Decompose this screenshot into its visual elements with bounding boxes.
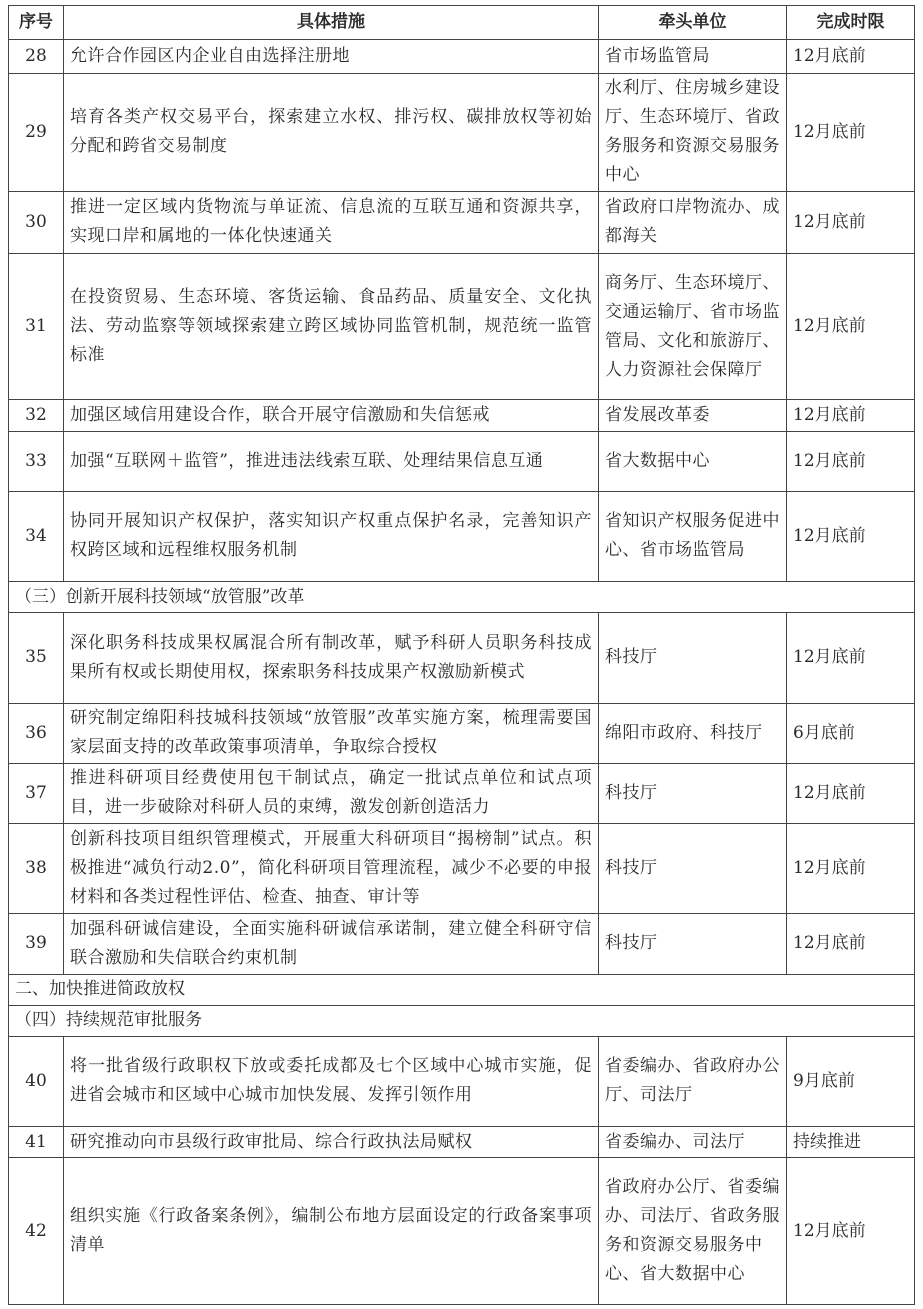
lead-unit: 省政府办公厅、省委编办、司法厅、省政务服务和资源交易服务中心、省大数据中心	[599, 1158, 787, 1305]
lead-unit: 省发展改革委	[599, 400, 787, 431]
measure-text: 协同开展知识产权保护，落实知识产权重点保护名录，完善知识产权跨区域和远程维权服务机制	[64, 491, 599, 581]
row-number: 29	[9, 74, 64, 191]
row-number: 31	[9, 253, 64, 400]
section-row	[9, 974, 915, 1005]
section-row	[9, 1005, 915, 1036]
table-row	[9, 491, 915, 581]
table-row	[9, 613, 915, 703]
lead-unit: 省政府口岸物流办、成都海关	[599, 191, 787, 253]
measure-text: 允许合作园区内企业自由选择注册地	[64, 40, 599, 74]
lead-unit: 科技厅	[599, 763, 787, 823]
deadline: 12月底前	[787, 253, 915, 400]
table-row	[9, 400, 915, 431]
measure-text: 培育各类产权交易平台，探索建立水权、排污权、碳排放权等初始分配和跨省交易制度	[64, 74, 599, 191]
row-number: 28	[9, 40, 64, 74]
measure-text: 加强“互联网＋监管”，推进违法线索互联、处理结果信息互通	[64, 431, 599, 491]
table-row	[9, 253, 915, 400]
lead-unit: 省委编办、省政府办公厅、司法厅	[599, 1036, 787, 1126]
section-heading: （四）持续规范审批服务	[9, 1005, 915, 1036]
deadline: 12月底前	[787, 824, 915, 914]
header-unit: 牵头单位	[599, 6, 787, 40]
table-row	[9, 1158, 915, 1305]
table-row	[9, 1127, 915, 1158]
measure-text: 创新科技项目组织管理模式，开展重大科研项目“揭榜制”试点。积极推进“减负行动2.0”，简化科研项目管理流程，减少不必要的申报材料和各类过程性评估、检查、抽查、审计等	[64, 824, 599, 914]
measures-table	[8, 5, 915, 1305]
measure-text: 深化职务科技成果权属混合所有制改革，赋予科研人员职务科技成果所有权或长期使用权，探索职务科技成果产权激励新模式	[64, 613, 599, 703]
lead-unit: 绵阳市政府、科技厅	[599, 703, 787, 763]
row-number: 41	[9, 1127, 64, 1158]
lead-unit: 省委编办、司法厅	[599, 1127, 787, 1158]
table-row	[9, 763, 915, 823]
measure-text: 加强区域信用建设合作，联合开展守信激励和失信惩戒	[64, 400, 599, 431]
table-row	[9, 914, 915, 974]
row-number: 36	[9, 703, 64, 763]
lead-unit: 省市场监管局	[599, 40, 787, 74]
deadline: 12月底前	[787, 914, 915, 974]
deadline: 12月底前	[787, 763, 915, 823]
deadline: 12月底前	[787, 191, 915, 253]
table-row	[9, 431, 915, 491]
measure-text: 加强科研诚信建设，全面实施科研诚信承诺制，建立健全科研守信联合激励和失信联合约束机制	[64, 914, 599, 974]
row-number: 39	[9, 914, 64, 974]
measure-text: 组织实施《行政备案条例》，编制公布地方层面设定的行政备案事项清单	[64, 1158, 599, 1305]
measure-text: 在投资贸易、生态环境、客货运输、食品药品、质量安全、文化执法、劳动监察等领域探索建立跨区域协同监管机制，规范统一监管标准	[64, 253, 599, 400]
lead-unit: 商务厅、生态环境厅、交通运输厅、省市场监管局、文化和旅游厅、人力资源社会保障厅	[599, 253, 787, 400]
lead-unit: 省知识产权服务促进中心、省市场监管局	[599, 491, 787, 581]
deadline: 6月底前	[787, 703, 915, 763]
table-row	[9, 191, 915, 253]
row-number: 37	[9, 763, 64, 823]
measure-text: 研究制定绵阳科技城科技领域“放管服”改革实施方案，梳理需要国家层面支持的改革政策事项清单，争取综合授权	[64, 703, 599, 763]
deadline: 12月底前	[787, 1158, 915, 1305]
lead-unit: 科技厅	[599, 613, 787, 703]
table-row	[9, 824, 915, 914]
section-row	[9, 582, 915, 613]
lead-unit: 科技厅	[599, 914, 787, 974]
row-number: 35	[9, 613, 64, 703]
deadline: 12月底前	[787, 400, 915, 431]
measure-text: 推进科研项目经费使用包干制试点，确定一批试点单位和试点项目，进一步破除对科研人员的束缚，激发创新创造活力	[64, 763, 599, 823]
deadline: 12月底前	[787, 431, 915, 491]
lead-unit: 省大数据中心	[599, 431, 787, 491]
row-number: 32	[9, 400, 64, 431]
measure-text: 将一批省级行政职权下放或委托成都及七个区域中心城市实施，促进省会城市和区域中心城市加快发展、发挥引领作用	[64, 1036, 599, 1126]
table-row	[9, 703, 915, 763]
table-row	[9, 40, 915, 74]
row-number: 30	[9, 191, 64, 253]
measure-text: 推进一定区域内货物流与单证流、信息流的互联互通和资源共享，实现口岸和属地的一体化快速通关	[64, 191, 599, 253]
header-measure: 具体措施	[64, 6, 599, 40]
lead-unit: 科技厅	[599, 824, 787, 914]
deadline: 9月底前	[787, 1036, 915, 1126]
table-row	[9, 1036, 915, 1126]
deadline: 持续推进	[787, 1127, 915, 1158]
deadline: 12月底前	[787, 40, 915, 74]
deadline: 12月底前	[787, 491, 915, 581]
section-heading: 二、加快推进简政放权	[9, 974, 915, 1005]
row-number: 42	[9, 1158, 64, 1305]
table-row	[9, 74, 915, 191]
row-number: 40	[9, 1036, 64, 1126]
header-row	[9, 6, 915, 40]
lead-unit: 水利厅、住房城乡建设厅、生态环境厅、省政务服务和资源交易服务中心	[599, 74, 787, 191]
row-number: 34	[9, 491, 64, 581]
header-deadline: 完成时限	[787, 6, 915, 40]
row-number: 33	[9, 431, 64, 491]
deadline: 12月底前	[787, 613, 915, 703]
row-number: 38	[9, 824, 64, 914]
section-heading: （三）创新开展科技领域“放管服”改革	[9, 582, 915, 613]
measure-text: 研究推动向市县级行政审批局、综合行政执法局赋权	[64, 1127, 599, 1158]
deadline: 12月底前	[787, 74, 915, 191]
header-no: 序号	[9, 6, 64, 40]
